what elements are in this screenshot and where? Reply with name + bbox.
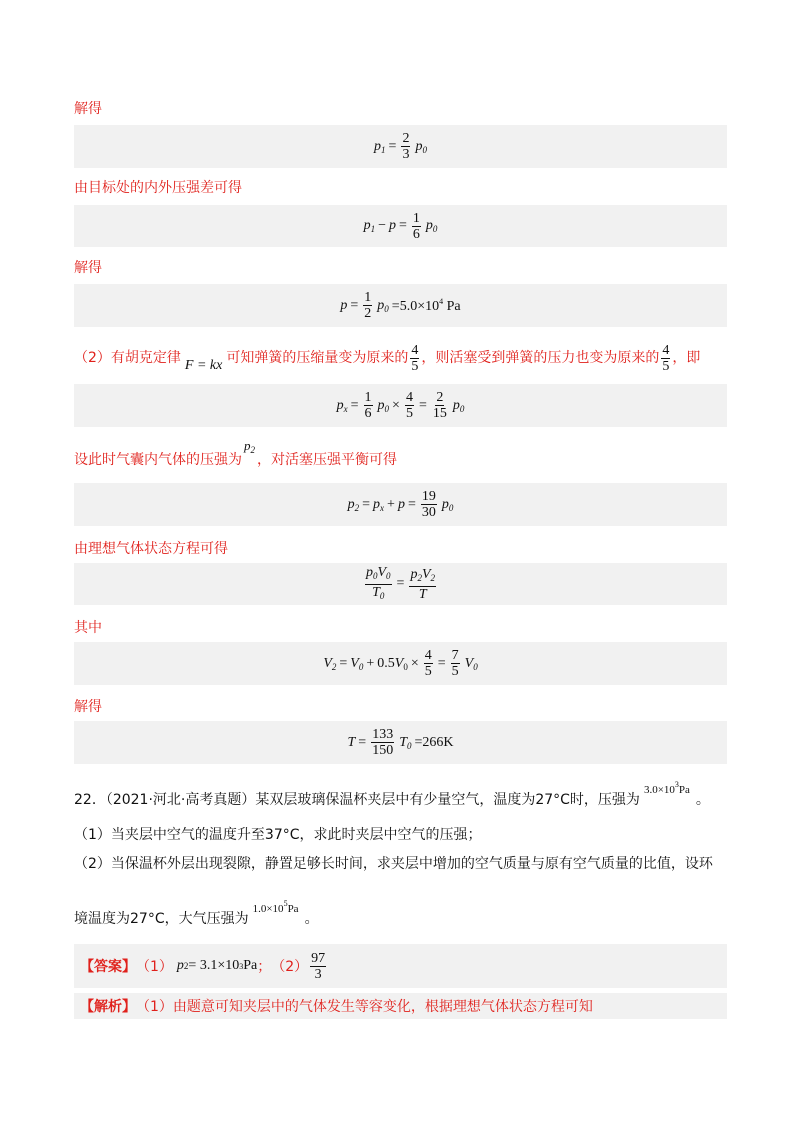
answer-1-value: p 2 = 3.1×10 3 Pa: [176, 958, 258, 973]
analysis-text: （1）由题意可知夹层中的气体发生等容变化，根据理想气体状态方程可知: [136, 999, 593, 1015]
problem-22-q2b: 境温度为27°C，大气压强为 $1.0\times 10^5Pa$ 。: [74, 905, 319, 928]
equation-p1: $p_1$ = $\frac{2}{3}$ $p_0$: [74, 125, 727, 168]
text-jiede-1: 解得: [74, 101, 102, 117]
equation-V2: $V_2$ = $V_0$ + $0.5V_0$ × $\frac{4}{5}$ = $\frac{7}{5}$ $V_0$: [74, 642, 727, 685]
hooke-formula: F = kx: [184, 358, 223, 373]
answer-box: 【答案】 （1） p 2 = 3.1×10 3 Pa ； （2） $\frac{97}{3}$: [74, 944, 727, 988]
atm-pressure-value: $1.0\times 10^5Pa$: [252, 899, 299, 915]
text-lixiang: 由理想气体状态方程可得: [74, 541, 228, 557]
answer-2-value: $\frac{97}{3}$: [311, 950, 326, 982]
equation-T: T = $\frac{133}{150}$ $T_0$ =266K: [74, 721, 727, 764]
analysis-box: [74, 993, 727, 1019]
equation-ideal-gas: $\frac{p_0V_0}{T_0}$ = $\frac{p_2V_2}{T}$: [74, 563, 727, 605]
problem-22-q1: （1）当夹层中空气的温度升至37°C，求此时夹层中空气的压强；: [74, 827, 482, 843]
text-jiede-2: 解得: [74, 260, 102, 276]
text-mubiao: 由目标处的内外压强差可得: [74, 180, 242, 196]
answer-tag: 【答案】: [80, 959, 136, 975]
text-shecishi: 设此时气囊内气体的压强为 $p_2$ ，对活塞压强平衡可得: [74, 438, 397, 468]
equation-p2: $p_2$ = $p_x$ + p = $\frac{19}{30}$ $p_0$: [74, 483, 727, 526]
equation-pressure-diff: $p_1$ − p = $\frac{1}{6}$ $p_0$: [74, 205, 727, 247]
equation-p: p = $\frac{1}{2}$ $p_0$ $=5.0\times 10^4$ Pa: [74, 284, 727, 327]
text-qizhong: 其中: [74, 620, 102, 636]
text-jiede-3: 解得: [74, 699, 102, 715]
problem-22-q2: （2）当保温杯外层出现裂隙，静置足够长时间，求夹层中增加的空气质量与原有空气质量的比值，设环: [74, 856, 713, 872]
pressure-value: $3.0\times 10^3Pa$: [643, 780, 690, 796]
problem-22-statement: 22．（2021·河北·高考真题）某双层玻璃保温杯夹层中有少量空气，温度为27°C时，压强为 $3.0\times 10^3Pa$ 。: [74, 786, 710, 809]
analysis-tag: 【解析】: [80, 999, 136, 1015]
equation-px: $p_x$ = $\frac{1}{6}$ $p_0$ × $\frac{4}{5}$ = $\frac{2}{15}$ $p_0$: [74, 384, 727, 427]
text-part2-hooke: （2）有胡克定律 F = kx 可知弹簧的压缩量变为原来的 $\frac{4}{5}$ ，则活塞受到弹簧的压力也变为原来的 $\frac{4}{5}$ ，即: [74, 342, 701, 374]
